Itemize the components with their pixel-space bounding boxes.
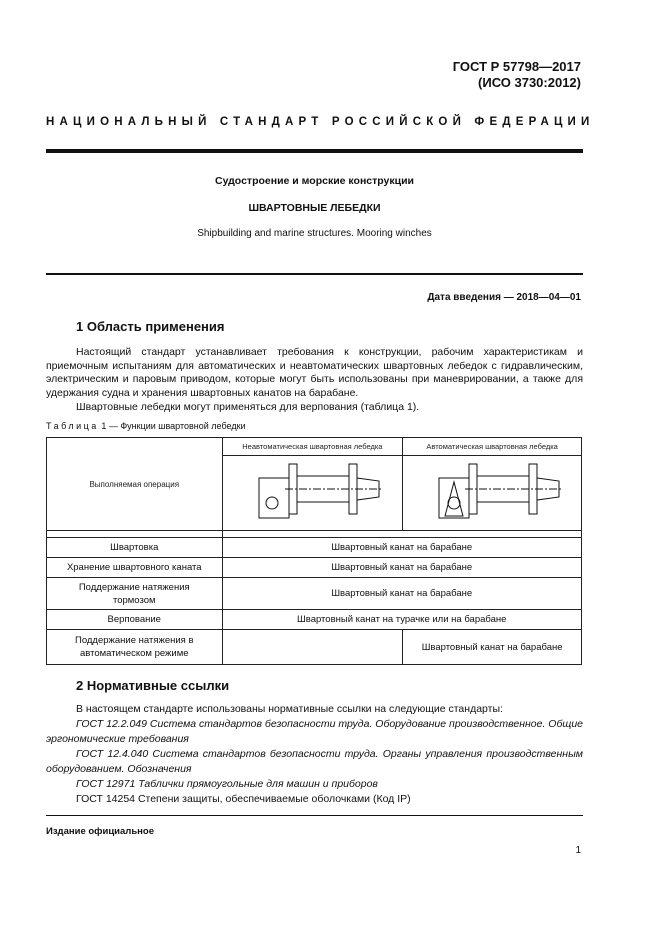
row5-operation: Поддержание натяжения в автоматическом режиме [47, 630, 223, 665]
edition-label: Издание официальное [46, 826, 154, 837]
row4-operation: Верпование [47, 610, 223, 630]
spacer-cell [47, 531, 223, 538]
section1-para1: Настоящий стандарт устанавливает требования к конструкции, рабочим характеристикам и приемочным испытаниям для автоматических и неавтоматических швартовных лебедок с гидравлическим, электрическим и паровым приводом, которые могут быть использованы при маневрировании, а также для удержания судна и хранения швартовных канатов на барабане. [46, 346, 583, 399]
table-caption-text: 1 — Функции швартовной лебедки [101, 421, 246, 431]
header-auto: Автоматическая швартовная лебедка [403, 438, 582, 456]
row2-operation: Хранение швартовного каната [47, 558, 223, 578]
reference-item: ГОСТ 12.2.049 Система стандартов безопасности труда. Оборудование производственное. Общие эргономические требования [46, 718, 583, 745]
references-list [46, 702, 583, 807]
row3-operation: Поддержание натяжения тормозом [47, 578, 223, 610]
section2-heading: 2 Нормативные ссылки [76, 678, 230, 693]
nonauto-winch-diagram [222, 456, 403, 531]
iso-number: (ИСО 3730:2012) [478, 75, 581, 90]
auto-winch-diagram [403, 456, 582, 531]
row1-operation: Швартовка [47, 538, 223, 558]
title-line2: ШВАРТОВНЫЕ ЛЕБЕДКИ [248, 202, 381, 214]
date-intro: Дата введения — 2018—04—01 [427, 292, 581, 303]
row5-nonauto [222, 630, 403, 665]
section1-body [46, 346, 583, 415]
title-english: Shipbuilding and marine structures. Mooring winches [197, 228, 432, 239]
table-caption [46, 421, 246, 431]
header-operation: Выполняемая операция [47, 438, 223, 531]
title-line1: Судостроение и морские конструкции [214, 175, 415, 187]
row5-auto: Швартовный канат на барабане [403, 630, 582, 665]
row4-value: Швартовный канат на турачке или на барабане [222, 610, 582, 630]
row2-value: Швартовный канат на барабане [222, 558, 582, 578]
references-intro: В настоящем стандарте использованы нормативные ссылки на следующие стандарты: [76, 703, 503, 715]
thick-divider [46, 149, 583, 153]
standard-number [453, 59, 581, 91]
spacer-cell [222, 531, 582, 538]
reference-item: ГОСТ 14254 Степени защиты, обеспечиваемые оболочками (Код IP) [76, 793, 411, 805]
national-standard-banner: НАЦИОНАЛЬНЫЙ СТАНДАРТ РОССИЙСКОЙ ФЕДЕРАЦИИ [46, 116, 595, 128]
title-divider [46, 273, 583, 275]
auto-winch-icon [417, 460, 567, 524]
section1-para2: Швартовные лебедки могут применяться для верпования (таблица 1). [76, 401, 420, 413]
footer-divider [46, 815, 583, 816]
row1-value: Швартовный канат на барабане [222, 538, 582, 558]
reference-item: ГОСТ 12971 Таблички прямоугольные для машин и приборов [76, 778, 378, 790]
row3-value: Швартовный канат на барабане [222, 578, 582, 610]
gost-number: ГОСТ Р 57798—2017 [452, 59, 581, 74]
table-caption-word: Таблица [46, 421, 99, 431]
reference-item: ГОСТ 12.4.040 Система стандартов безопасности труда. Органы управления производственным оборудованием. Обозначения [46, 748, 583, 775]
nonauto-winch-icon [237, 460, 387, 524]
section1-heading: 1 Область применения [76, 319, 225, 334]
page-number: 1 [575, 845, 581, 856]
header-nonauto: Неавтоматическая швартовная лебедка [222, 438, 403, 456]
functions-table [46, 437, 582, 665]
